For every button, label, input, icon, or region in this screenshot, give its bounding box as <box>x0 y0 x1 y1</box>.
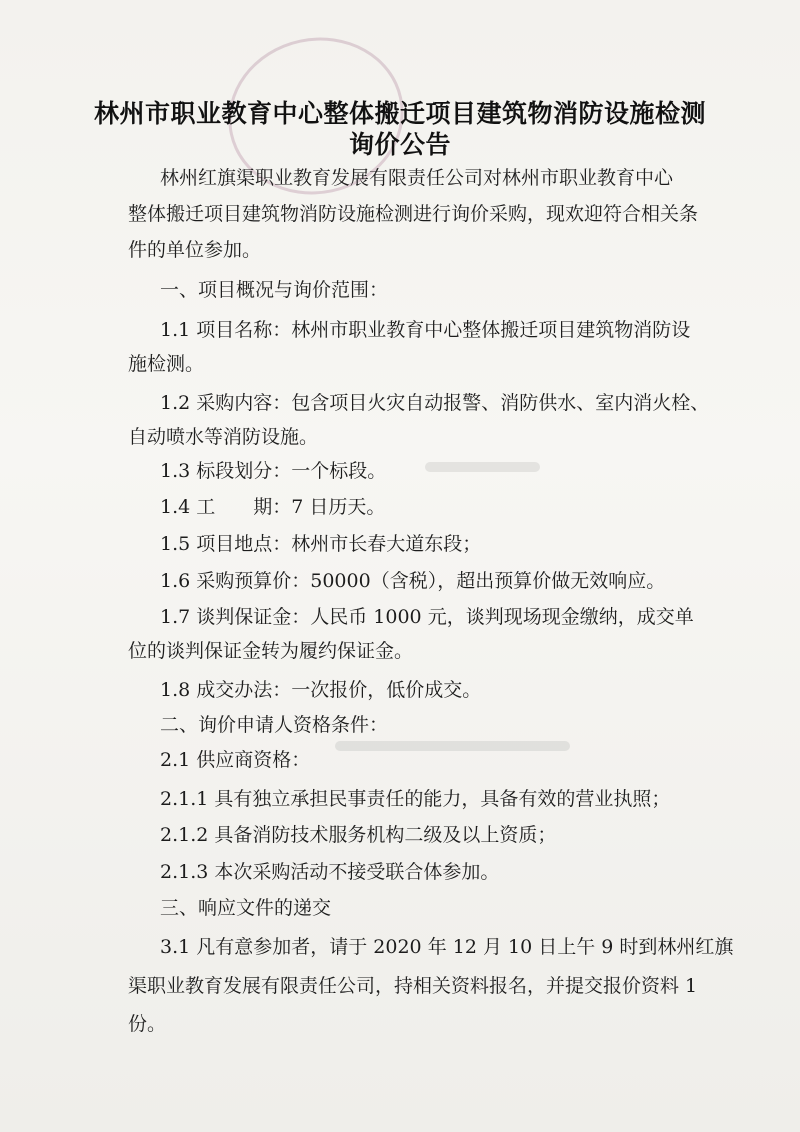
item-2-1-1: 2.1.1 具有独立承担民事责任的能力，具备有效的营业执照； <box>160 788 671 810</box>
section-heading-2: 二、询价申请人资格条件： <box>160 714 389 736</box>
section-heading-1: 一、项目概况与询价范围： <box>160 279 389 301</box>
item-1-7-line-1: 1.7 谈判保证金：人民币 1000 元，谈判现场现金缴纳，成交单 <box>160 606 694 628</box>
intro-line-1: 林州红旗渠职业教育发展有限责任公司对林州市职业教育中心 <box>160 167 674 189</box>
item-1-8: 1.8 成交办法：一次报价，低价成交。 <box>160 679 482 701</box>
item-1-5: 1.5 项目地点：林州市长春大道东段； <box>160 533 482 555</box>
section-heading-3: 三、响应文件的递交 <box>160 897 332 919</box>
scan-smudge <box>425 462 540 472</box>
item-1-1-line-2: 施检测。 <box>128 353 205 375</box>
item-2-1-2: 2.1.2 具备消防技术服务机构二级及以上资质； <box>160 824 557 846</box>
item-2-1: 2.1 供应商资格： <box>160 749 311 771</box>
item-1-6: 1.6 采购预算价：50000（含税），超出预算价做无效响应。 <box>160 570 666 592</box>
item-2-1-3: 2.1.3 本次采购活动不接受联合体参加。 <box>160 861 500 883</box>
item-1-3: 1.3 标段划分：一个标段。 <box>160 460 387 482</box>
item-1-7-line-2: 位的谈判保证金转为履约保证金。 <box>128 640 414 662</box>
item-1-1-line-1: 1.1 项目名称：林州市职业教育中心整体搬迁项目建筑物消防设 <box>160 319 691 341</box>
document-title-line-1: 林州市职业教育中心整体搬迁项目建筑物消防设施检测 <box>93 99 706 128</box>
scan-smudge <box>335 741 570 751</box>
document-title-line-2: 询价公告 <box>348 130 451 159</box>
item-3-1-line-2: 渠职业教育发展有限责任公司，持相关资料报名，并提交报价资料 1 <box>128 975 698 997</box>
item-3-1-line-1: 3.1 凡有意参加者，请于 2020 年 12 月 10 日上午 9 时到林州红旗 <box>160 936 734 958</box>
item-1-2-line-2: 自动喷水等消防设施。 <box>128 426 319 448</box>
intro-line-2: 整体搬迁项目建筑物消防设施检测进行询价采购，现欢迎符合相关条 <box>128 203 699 225</box>
item-3-1-line-3: 份。 <box>128 1013 167 1035</box>
item-1-2-line-1: 1.2 采购内容：包含项目火灾自动报警、消防供水、室内消火栓、 <box>160 392 710 414</box>
intro-line-3: 件的单位参加。 <box>128 239 262 261</box>
item-1-4: 1.4 工 期：7 日历天。 <box>160 496 386 518</box>
